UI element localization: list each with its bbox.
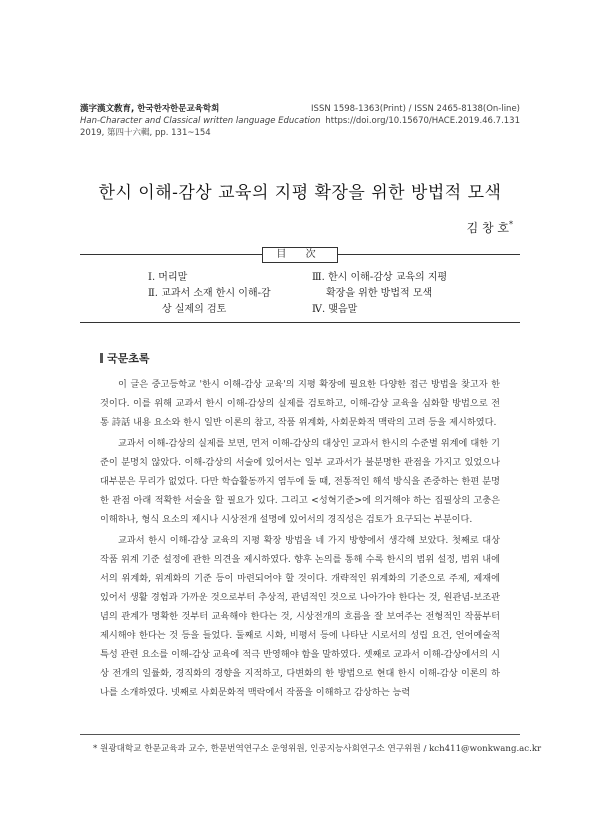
abstract-title: [100, 350, 150, 366]
toc-heading: 目 次: [262, 247, 338, 263]
toc-item: Ⅳ. 맺음말: [312, 304, 358, 315]
volume-pages: 2019, 第四十六輯, pp. 131~154: [80, 128, 211, 138]
abstract-title-text: 국문초록: [107, 352, 150, 365]
issn: ISSN 1598-1363(Print) / ISSN 2465-8138(On-line): [311, 104, 520, 114]
issn-info: [311, 103, 520, 127]
toc-item: Ⅰ. 머리말: [148, 272, 188, 283]
doi-link[interactable]: https://doi.org/10.15670/HACE.2019.46.7.131: [325, 116, 520, 126]
abstract-paragraph: 교과서 한시 이해-감상 교육의 지평 확장 방법을 네 가지 방향에서 생각해 보았다. 첫째로 대상 작품 위계 기준 설정에 관한 의견을 제시하였다. 향후 논의를 통해 수록 한시의 범위 설정, 범위 내에서의 위계화, 위계화의 기준 등이 마련되어야 할 것이다. 개략적인 위계화의 기준으로 주제, 제재에 있어서 생활 경험과 가까운 것으로부터 추상적, 관념적인 것으로 나아가야 한다는 것, 원관념-보조관념의 관계가 명확한 것부터 교육해야 한다는 것, 시상전개의 흐름을 잘 보여주는 전형적인 작품부터 제시해야 한다는 것 등을 들었다. 둘째로 시화, 비평서 등에 나타난 시로서의 성립 요건, 언어예술적 특성 관련 요소를 이해-감상 교육에 적극 반영해야 함을 말하였다. 셋째로 교과서 이해-감상에서의 시상 전개의 일률화, 경직화의 경향을 지적하고, 다변화의 한 방법으로 현대 한시 이해-감상 이론의 하나를 소개하였다. 넷째로 사회문화적 맥락에서 작품을 이해하고 감상하는 능력: [100, 535, 500, 698]
abstract-body: [100, 375, 500, 704]
author-footnote-mark[interactable]: *: [509, 220, 513, 229]
footnote-rule: [80, 734, 520, 735]
footnote-mark: *: [93, 744, 98, 754]
author-name: 김 창 호: [466, 221, 509, 235]
abstract-paragraph: 이 글은 중고등학교 '한시 이해-감상 교육'의 지평 확장에 필요한 다양한 접근 방법을 찾고자 한 것이다. 이를 위해 교과서 한시 이해-감상의 실제를 검토하고, 이해-감상 교육을 심화할 방법으로 전통 詩話 내용 요소와 한시 일반 이론의 참고, 작품 위계화, 사회문화적 맥락의 고려 등을 제시하였다.: [100, 379, 500, 428]
author: [467, 219, 513, 236]
toc-right-column: [312, 270, 447, 318]
toc-left-column: [148, 270, 271, 318]
toc-item: 상 실제의 검토: [162, 304, 227, 315]
section-marker-icon: [100, 353, 103, 363]
journal-name: 漢字漢文敎育, 한국한자한문교육학회: [80, 104, 220, 114]
abstract-paragraph: 교과서 이해-감상의 실제를 보면, 먼저 이해-감상의 대상인 교과서 한시의 수준별 위계에 대한 기준이 분명치 않았다. 이해-감상의 서술에 있어서는 일부 교과서가 불분명한 관점을 가지고 있었으나 대부분은 무리가 없었다. 다만 학습활동까지 염두에 둘 때, 전통적인 해석 방식을 존중하는 한편 분명한 관점 아래 적확한 서술을 할 필요가 있다. 그리고 <성혁기준>에 의거해야 하는 집필상의 고충은 이해하나, 형식 요소의 제시나 시상전개 설명에 있어서의 경직성은 검토가 요구되는 부분이다.: [100, 438, 500, 525]
toc-bottom-rule: [80, 322, 520, 323]
paper-title: 한시 이해-감상 교육의 지평 확장을 위한 방법적 모색: [98, 183, 502, 203]
footnote-text: 원광대학교 한문교육과 교수, 한문번역연구소 운영위원, 인공지능사회연구소 연구위원 / kch411@wonkwang.ac.kr: [100, 744, 542, 754]
toc-item: Ⅲ. 한시 이해-감상 교육의 지평: [312, 272, 448, 283]
footnote: [93, 742, 541, 754]
journal-english-name: Han-Character and Classical written language Education: [80, 116, 321, 126]
toc-item: Ⅱ. 교과서 소재 한시 이해-감: [148, 288, 271, 299]
toc-item: 확장을 위한 방법적 모색: [326, 288, 433, 299]
journal-info: [80, 103, 320, 139]
